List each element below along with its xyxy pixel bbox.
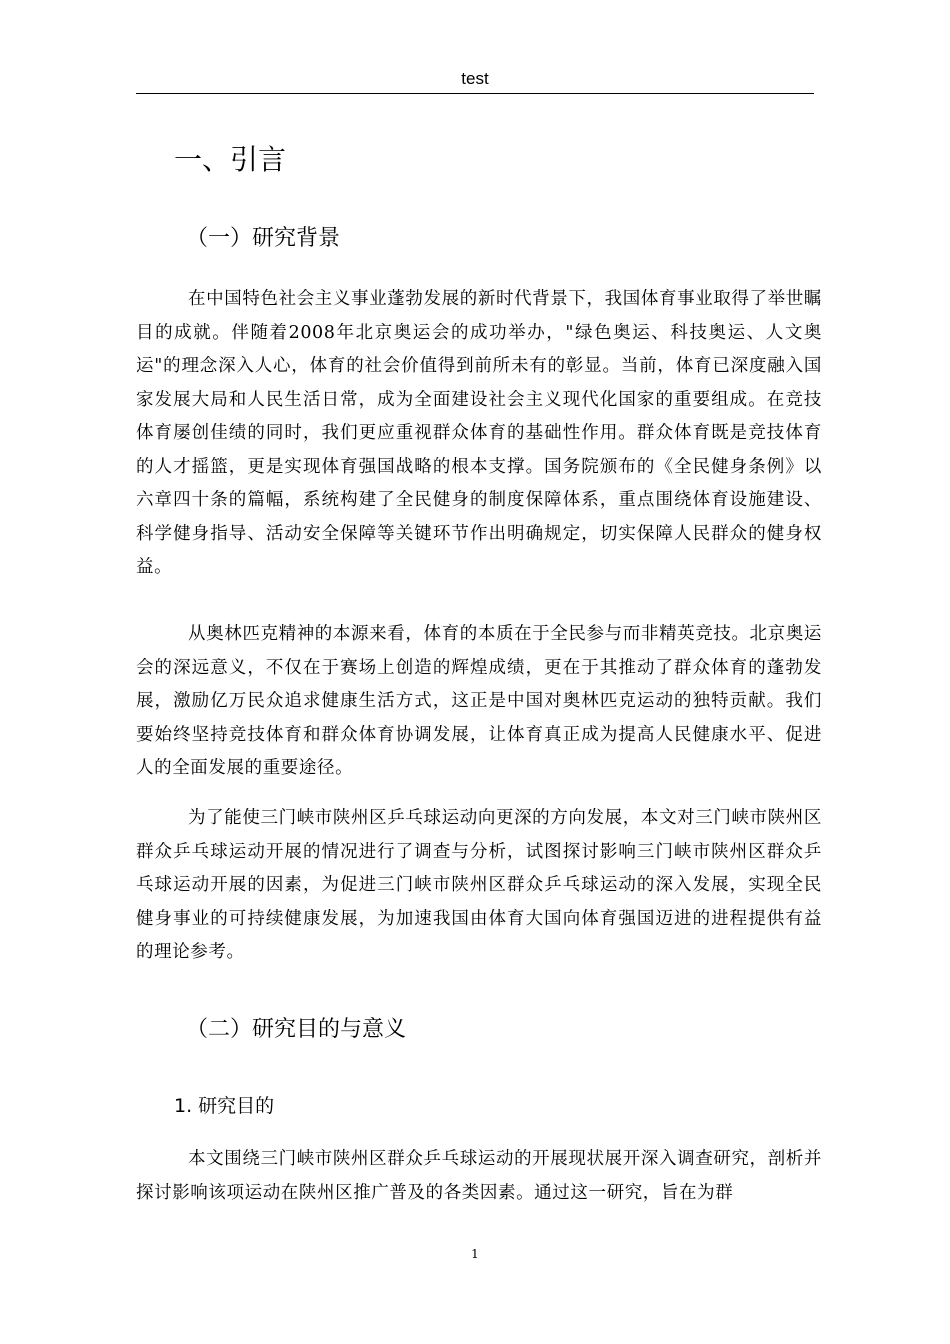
- paragraph-background-3: 为了能使三门峡市陕州区乒乓球运动向更深的方向发展，本文对三门峡市陕州区群众乒乓球运动开展的情况进行了调查与分析，试图探讨影响三门峡市陕州区群众乒乓球运动开展的因素，为促进三门峡市陕州区群众乒乓球运动的深入发展，实现全民健身事业的可持续健康发展，为加速我国由体育大国向体育强国迈进的进程提供有益的理论参考。: [136, 808, 822, 962]
- sub-subsection-title-objective: 1. 研究目的: [174, 1095, 275, 1117]
- page-number: 1: [471, 1247, 479, 1261]
- paragraph-background-2: 从奥林匹克精神的本源来看，体育的本质在于全民参与而非精英竞技。北京奥运会的深远意义，不仅在于赛场上创造的辉煌成绩，更在于其推动了群众体育的蓬勃发展，激励亿万民众追求健康生活方式，这正是中国对奥林匹克运动的独特贡献。我们要始终坚持竞技体育和群众体育协调发展，让体育真正成为提高人民健康水平、促进人的全面发展的重要途径。: [136, 624, 822, 778]
- paragraph-objective: 本文围绕三门峡市陕州区群众乒乓球运动的开展现状展开深入调查研究，剖析并探讨影响该项运动在陕州区推广普及的各类因素。通过这一研究，旨在为群: [136, 1149, 822, 1203]
- header-divider: [136, 93, 814, 94]
- subsection-title-background: （一）研究背景: [186, 226, 341, 251]
- paragraph-background-1: 在中国特色社会主义事业蓬勃发展的新时代背景下，我国体育事业取得了举世瞩目的成就。伴随着2008年北京奥运会的成功举办，"绿色奥运、科技奥运、人文奥运"的理念深入人心，体育的社会价值得到前所未有的彰显。当前，体育已深度融入国家发展大局和人民生活日常，成为全面建设社会主义现代化国家的重要组成。在竞技体育屡创佳绩的同时，我们更应重视群众体育的基础性作用。群众体育既是竞技体育的人才摇篮，更是实现体育强国战略的根本支撑。国务院颁布的《全民健身条例》以六章四十条的篇幅，系统构建了全民健身的制度保障体系，重点围绕体育设施建设、科学健身指导、活动安全保障等关键环节作出明确规定，切实保障人民群众的健身权益。: [136, 289, 822, 577]
- page-header: test: [461, 69, 489, 88]
- section-title: 一、引言: [174, 143, 287, 176]
- subsection-title-purpose: （二）研究目的与意义: [186, 1017, 407, 1042]
